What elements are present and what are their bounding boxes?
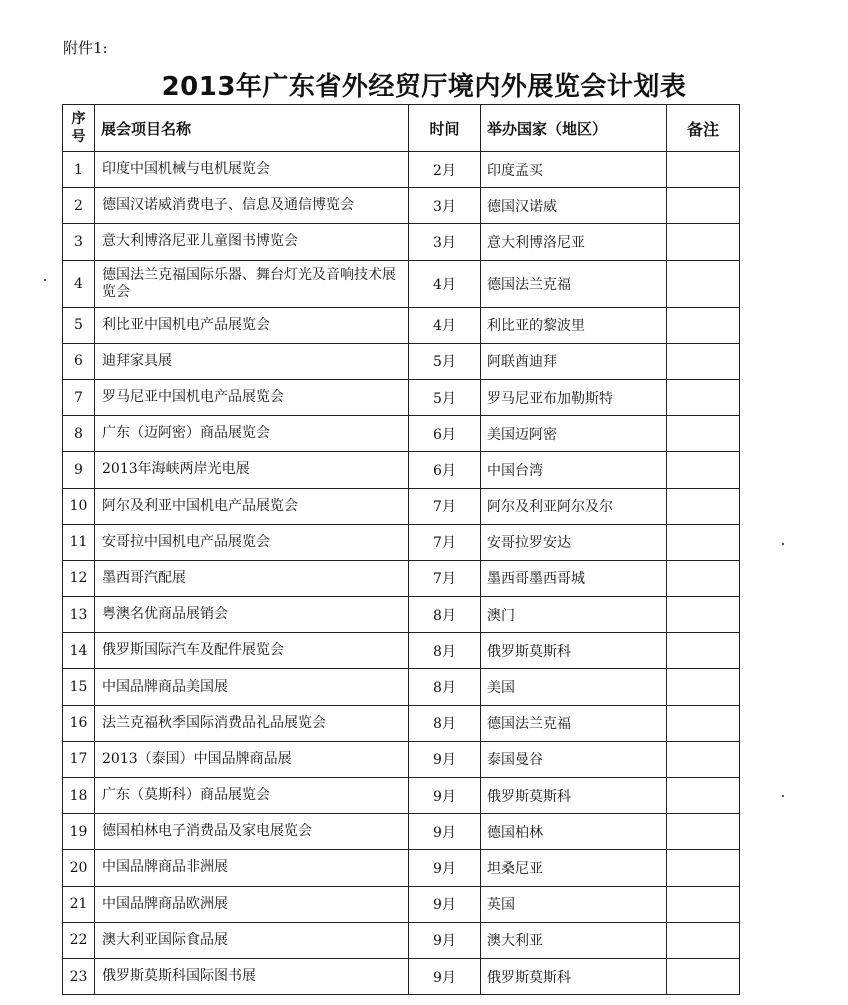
table-row	[63, 560, 740, 596]
cell-country: 泰国曼谷	[481, 741, 667, 777]
cell-note	[667, 814, 740, 850]
cell-seq: 22	[63, 922, 95, 958]
cell-time: 3月	[409, 188, 481, 224]
cell-country: 德国汉诺威	[481, 188, 667, 224]
cell-country: 俄罗斯莫斯科	[481, 958, 667, 994]
cell-name: 迪拜家具展	[95, 343, 409, 379]
cell-name: 澳大利亚国际食品展	[95, 922, 409, 958]
cell-time: 7月	[409, 560, 481, 596]
page-title: 2013年广东省外经贸厅境内外展览会计划表	[161, 72, 687, 102]
cell-name: 中国品牌商品美国展	[95, 669, 409, 705]
cell-country: 坦桑尼亚	[481, 850, 667, 886]
cell-name: 德国汉诺威消费电子、信息及通信博览会	[95, 188, 409, 224]
header-seq	[63, 105, 95, 152]
cell-note	[667, 452, 740, 488]
cell-country: 澳大利亚	[481, 922, 667, 958]
table-row	[63, 452, 740, 488]
cell-note	[667, 922, 740, 958]
cell-seq: 5	[63, 307, 95, 343]
cell-name: 俄罗斯国际汽车及配件展览会	[95, 633, 409, 669]
header-seq-line2: 号	[71, 129, 86, 145]
table-row	[63, 152, 740, 188]
cell-seq: 12	[63, 560, 95, 596]
table-row	[63, 524, 740, 560]
cell-note	[667, 633, 740, 669]
cell-time: 9月	[409, 958, 481, 994]
cell-country: 中国台湾	[481, 452, 667, 488]
cell-time: 9月	[409, 922, 481, 958]
cell-seq: 2	[63, 188, 95, 224]
cell-note	[667, 524, 740, 560]
cell-note	[667, 560, 740, 596]
cell-country: 德国法兰克福	[481, 260, 667, 307]
table-row	[63, 886, 740, 922]
cell-seq: 18	[63, 778, 95, 814]
cell-note	[667, 224, 740, 260]
cell-note	[667, 488, 740, 524]
cell-country: 俄罗斯莫斯科	[481, 778, 667, 814]
table-row	[63, 597, 740, 633]
cell-name: 利比亚中国机电产品展览会	[95, 307, 409, 343]
table-row	[63, 741, 740, 777]
cell-note	[667, 778, 740, 814]
table-row	[63, 850, 740, 886]
cell-seq: 16	[63, 705, 95, 741]
cell-country: 德国法兰克福	[481, 705, 667, 741]
cell-seq: 10	[63, 488, 95, 524]
cell-name: 德国柏林电子消费品及家电展览会	[95, 814, 409, 850]
table-row	[63, 224, 740, 260]
cell-time: 4月	[409, 307, 481, 343]
cell-name: 意大利博洛尼亚儿童图书博览会	[95, 224, 409, 260]
table-row	[63, 705, 740, 741]
cell-name: 粤澳名优商品展销会	[95, 597, 409, 633]
table-row	[63, 814, 740, 850]
cell-time: 8月	[409, 705, 481, 741]
cell-seq: 1	[63, 152, 95, 188]
cell-seq: 23	[63, 958, 95, 994]
table-row	[63, 307, 740, 343]
table-row	[63, 669, 740, 705]
cell-time: 5月	[409, 343, 481, 379]
cell-time: 7月	[409, 524, 481, 560]
cell-time: 9月	[409, 886, 481, 922]
cell-name: 印度中国机械与电机展览会	[95, 152, 409, 188]
cell-note	[667, 379, 740, 415]
cell-time: 4月	[409, 260, 481, 307]
cell-name: 安哥拉中国机电产品展览会	[95, 524, 409, 560]
cell-country: 罗马尼亚布加勒斯特	[481, 379, 667, 415]
cell-name: 中国品牌商品非洲展	[95, 850, 409, 886]
cell-country: 英国	[481, 886, 667, 922]
scan-speck	[782, 543, 784, 545]
table-row	[63, 488, 740, 524]
cell-country: 阿尔及利亚阿尔及尔	[481, 488, 667, 524]
cell-note	[667, 958, 740, 994]
cell-name: 中国品牌商品欧洲展	[95, 886, 409, 922]
table-row	[63, 188, 740, 224]
cell-note	[667, 597, 740, 633]
table-row	[63, 922, 740, 958]
cell-country: 墨西哥墨西哥城	[481, 560, 667, 596]
cell-seq: 14	[63, 633, 95, 669]
cell-seq: 11	[63, 524, 95, 560]
cell-country: 印度孟买	[481, 152, 667, 188]
cell-seq: 21	[63, 886, 95, 922]
cell-time: 5月	[409, 379, 481, 415]
cell-country: 意大利博洛尼亚	[481, 224, 667, 260]
cell-time: 9月	[409, 814, 481, 850]
header-country: 举办国家（地区）	[481, 105, 667, 152]
table-row	[63, 958, 740, 994]
cell-time: 8月	[409, 633, 481, 669]
cell-seq: 6	[63, 343, 95, 379]
cell-country: 美国迈阿密	[481, 416, 667, 452]
cell-country: 俄罗斯莫斯科	[481, 633, 667, 669]
scan-speck	[782, 795, 784, 797]
cell-time: 3月	[409, 224, 481, 260]
cell-name: 墨西哥汽配展	[95, 560, 409, 596]
cell-note	[667, 188, 740, 224]
cell-seq: 15	[63, 669, 95, 705]
cell-time: 9月	[409, 850, 481, 886]
table-row	[63, 343, 740, 379]
cell-time: 9月	[409, 741, 481, 777]
cell-seq: 3	[63, 224, 95, 260]
table-row	[63, 379, 740, 415]
cell-time: 8月	[409, 669, 481, 705]
scan-speck	[44, 279, 46, 281]
cell-name: 广东（迈阿密）商品展览会	[95, 416, 409, 452]
cell-country: 安哥拉罗安达	[481, 524, 667, 560]
table-row	[63, 778, 740, 814]
cell-seq: 8	[63, 416, 95, 452]
cell-time: 7月	[409, 488, 481, 524]
header-note: 备注	[667, 105, 740, 152]
cell-seq: 7	[63, 379, 95, 415]
cell-country: 美国	[481, 669, 667, 705]
cell-time: 6月	[409, 452, 481, 488]
exhibition-plan-table	[62, 104, 740, 995]
cell-seq: 4	[63, 260, 95, 307]
table-row	[63, 260, 740, 307]
cell-name: 俄罗斯莫斯科国际图书展	[95, 958, 409, 994]
cell-name: 广东（莫斯科）商品展览会	[95, 778, 409, 814]
cell-note	[667, 260, 740, 307]
table-row	[63, 416, 740, 452]
cell-note	[667, 886, 740, 922]
cell-note	[667, 850, 740, 886]
cell-name: 2013（泰国）中国品牌商品展	[95, 741, 409, 777]
cell-name: 罗马尼亚中国机电产品展览会	[95, 379, 409, 415]
attachment-label: 附件1:	[63, 39, 108, 57]
cell-note	[667, 416, 740, 452]
cell-note	[667, 741, 740, 777]
cell-time: 2月	[409, 152, 481, 188]
cell-note	[667, 705, 740, 741]
cell-note	[667, 669, 740, 705]
cell-seq: 9	[63, 452, 95, 488]
cell-seq: 17	[63, 741, 95, 777]
cell-note	[667, 343, 740, 379]
cell-time: 8月	[409, 597, 481, 633]
cell-country: 利比亚的黎波里	[481, 307, 667, 343]
cell-name: 法兰克福秋季国际消费品礼品展览会	[95, 705, 409, 741]
header-name: 展会项目名称	[95, 105, 409, 152]
header-seq-line1: 序	[71, 111, 86, 127]
cell-note	[667, 307, 740, 343]
table-header-row	[63, 105, 740, 152]
cell-note	[667, 152, 740, 188]
cell-seq: 20	[63, 850, 95, 886]
cell-country: 德国柏林	[481, 814, 667, 850]
cell-seq: 19	[63, 814, 95, 850]
cell-name: 阿尔及利亚中国机电产品展览会	[95, 488, 409, 524]
cell-time: 6月	[409, 416, 481, 452]
cell-seq: 13	[63, 597, 95, 633]
cell-country: 澳门	[481, 597, 667, 633]
cell-country: 阿联酋迪拜	[481, 343, 667, 379]
cell-time: 9月	[409, 778, 481, 814]
table-row	[63, 633, 740, 669]
header-time: 时间	[409, 105, 481, 152]
cell-name: 2013年海峡两岸光电展	[95, 452, 409, 488]
cell-name: 德国法兰克福国际乐器、舞台灯光及音响技术展览会	[95, 260, 409, 307]
